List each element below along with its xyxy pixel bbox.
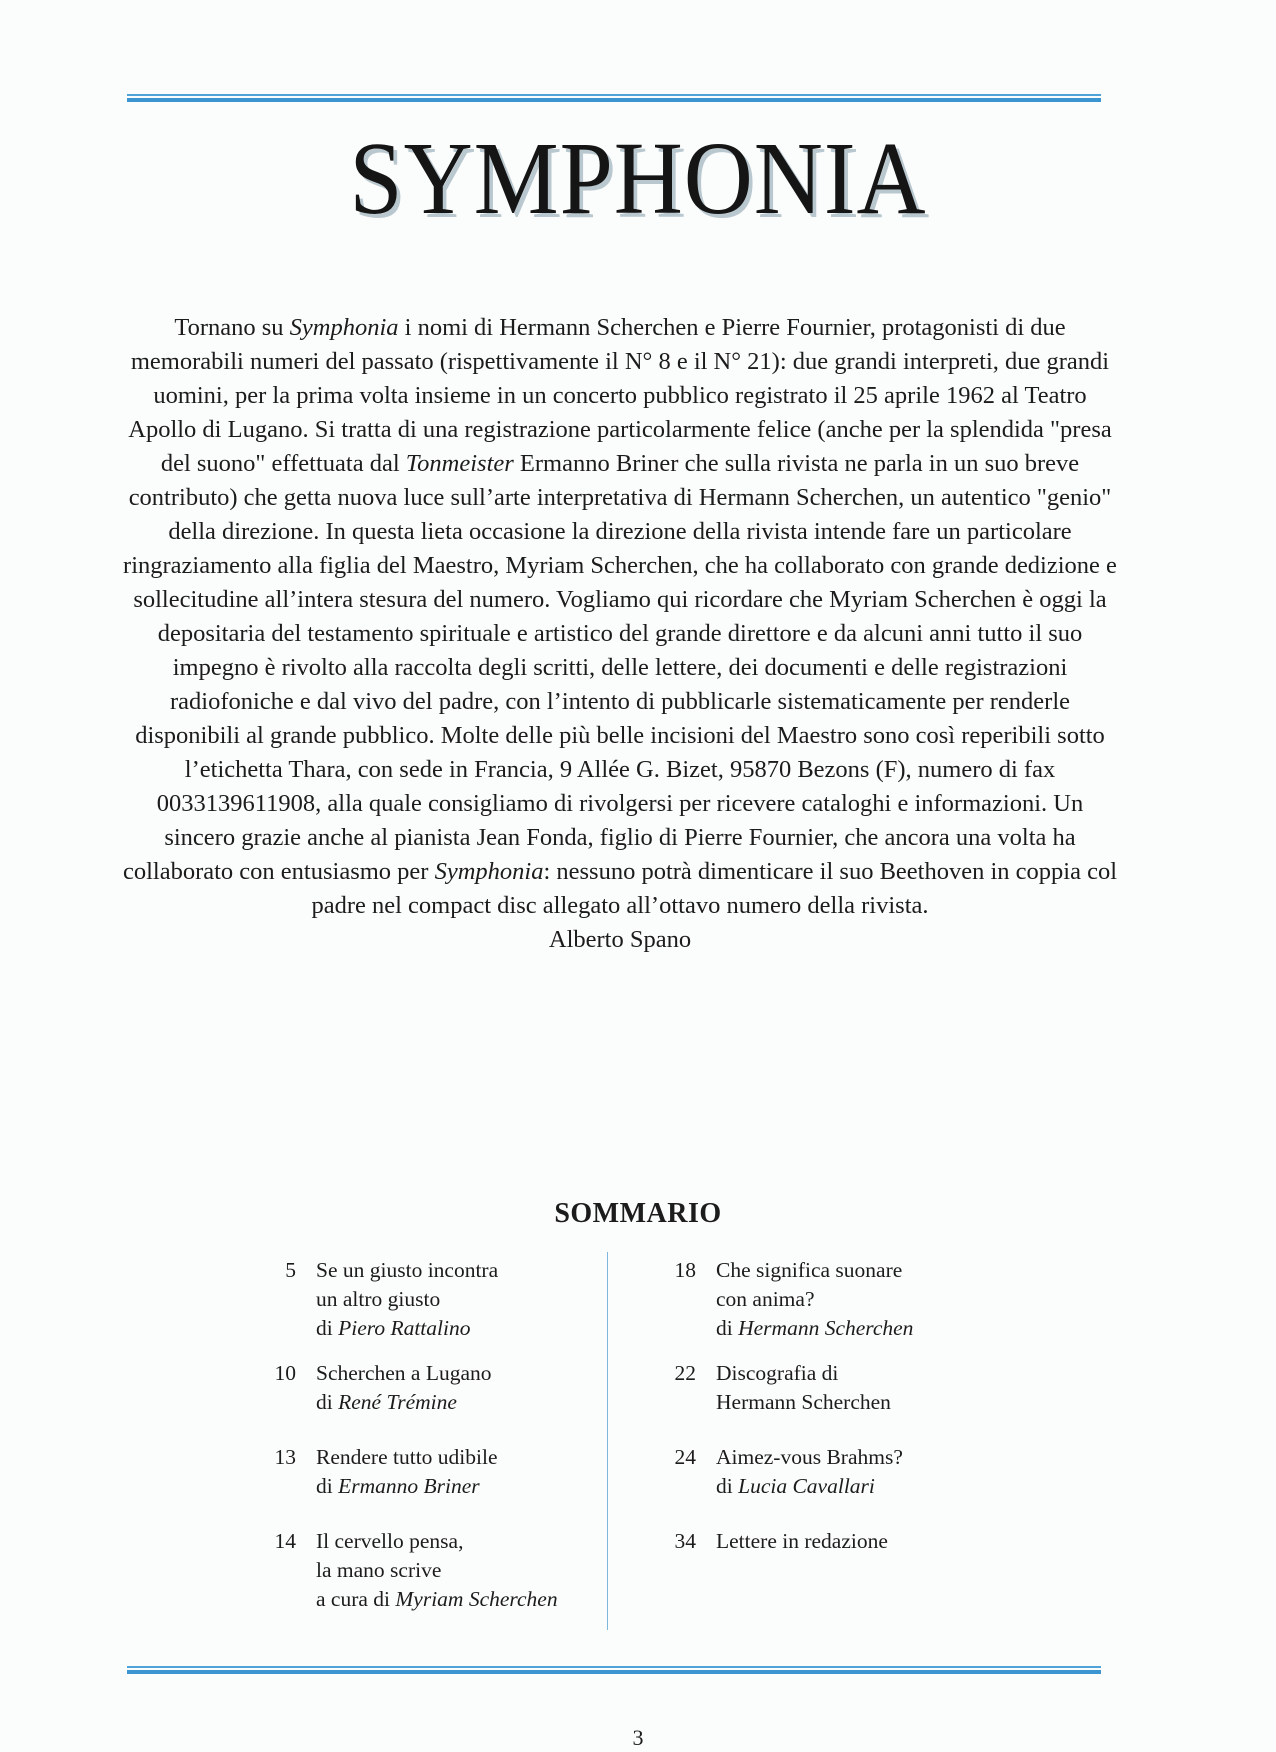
entry-page-number: 13 — [274, 1445, 296, 1469]
entry-title-line: Il cervello pensa, — [316, 1529, 464, 1553]
summary-entry — [240, 1443, 600, 1527]
entry-byline-prefix: di — [716, 1474, 739, 1498]
entry-byline — [716, 1472, 903, 1501]
summary-entry — [640, 1443, 1000, 1527]
entry-author: Hermann Scherchen — [738, 1316, 914, 1340]
summary-entry — [240, 1359, 600, 1443]
bottom-rule — [127, 1666, 1101, 1675]
entry-title-line: Se un giusto incontra — [316, 1258, 499, 1282]
entry-author: René Trémine — [338, 1390, 457, 1414]
masthead-title: SYMPHONIA — [349, 121, 927, 236]
summary-entry — [240, 1256, 600, 1359]
entry-byline-prefix: a cura di — [316, 1587, 396, 1611]
entry-byline-prefix: di — [316, 1316, 339, 1340]
entry-page-number: 14 — [274, 1529, 296, 1553]
summary-divider — [607, 1252, 608, 1630]
summary-entry — [640, 1527, 1000, 1556]
editorial-signature: Alberto Spano — [548, 926, 692, 953]
entry-title-line: Che significa suonare — [716, 1258, 903, 1282]
editorial — [120, 311, 1120, 957]
entry-title-line: la mano scrive — [316, 1558, 442, 1582]
entry-title-line: un altro giusto — [316, 1287, 441, 1311]
summary-column-left — [240, 1256, 600, 1614]
entry-byline — [316, 1388, 492, 1417]
entry-page-number: 10 — [274, 1361, 296, 1385]
summary-title: SOMMARIO — [554, 1198, 722, 1229]
entry-byline-prefix: di — [316, 1474, 339, 1498]
entry-byline-prefix: di — [716, 1316, 739, 1340]
entry-author: Myriam Scherchen — [395, 1587, 558, 1611]
entry-title-line: Scherchen a Lugano — [316, 1361, 492, 1385]
entry-title-line: Hermann Scherchen — [716, 1390, 891, 1414]
entry-title-line: Discografia di — [716, 1361, 839, 1385]
entry-byline — [716, 1314, 913, 1343]
entry-byline-prefix: di — [316, 1390, 339, 1414]
page-number: 3 — [632, 1725, 644, 1750]
top-rule — [127, 94, 1101, 103]
entry-page-number: 22 — [674, 1361, 696, 1385]
summary-entry — [640, 1359, 1000, 1443]
entry-author: Piero Rattalino — [338, 1316, 471, 1340]
entry-author: Ermanno Briner — [338, 1474, 480, 1498]
summary-entry — [640, 1256, 1000, 1359]
summary-entry — [240, 1527, 600, 1614]
entry-page-number: 24 — [674, 1445, 696, 1469]
entry-byline — [316, 1472, 498, 1501]
entry-byline — [316, 1585, 558, 1614]
entry-title-line: Aimez-vous Brahms? — [716, 1445, 903, 1469]
entry-author: Lucia Cavallari — [738, 1474, 875, 1498]
entry-title-line: Lettere in redazione — [716, 1529, 888, 1553]
entry-title-line: con anima? — [716, 1287, 815, 1311]
summary-column-right — [640, 1256, 1000, 1556]
entry-page-number: 5 — [285, 1258, 296, 1282]
entry-title-line: Rendere tutto udibile — [316, 1445, 498, 1469]
entry-byline — [316, 1314, 498, 1343]
editorial-text: Tornano su Symphonia i nomi di Hermann Scherchen e Pierre Fournier, protagonisti di due memorabili numeri del passato (rispettivamente il N° 8 e il N° 21): due grandi interpreti, due grandi uomini, per la prima volta insieme in un concerto pubblico registrato il 25 aprile 1962 al Teatro Apollo di Lugano. Si tratta di una registrazione particolarmente felice (anche per la splendida "presa del suono" effettuata dal Tonmeister Ermanno Briner che sulla rivista ne parla in un suo breve contributo) che getta nuova luce sull’arte interpretativa di Hermann Scherchen, un autentico "genio" della direzione. In questa lieta occasione la direzione della rivista intende fare un particolare ringraziamento alla figlia del Maestro, Myriam Scherchen, che ha collaborato con grande dedizione e sollecitudine all’intera stesura del numero. Vogliamo qui ricordare che Myriam Scherchen è oggi la depositaria del testamento spirituale e artistico del grande direttore e da alcuni anni tutto il suo impegno è rivolto alla raccolta degli scritti, delle lettere, dei documenti e delle registrazioni radiofoniche e dal vivo del padre, con l’intento di pubblicarle sistematicamente per renderle disponibili al grande pubblico. Molte delle più belle incisioni del Maestro sono così reperibili sotto l’etichetta Thara, con sede in Francia, 9 Allée G. Bizet, 95870 Bezons (F), numero di fax 0033139611908, alla quale consigliamo di rivolgersi per ricevere cataloghi e informazioni. Un sincero grazie anche al pianista Jean Fonda, figlio di Pierre Fournier, che ancora una volta ha collaborato con entusiasmo per Symphonia: nessuno potrà dimenticare il suo Beethoven in coppia col padre nel compact disc allegato all’ottavo numero della rivista. — [122, 314, 1118, 919]
entry-page-number: 34 — [674, 1529, 696, 1553]
entry-page-number: 18 — [674, 1258, 696, 1282]
